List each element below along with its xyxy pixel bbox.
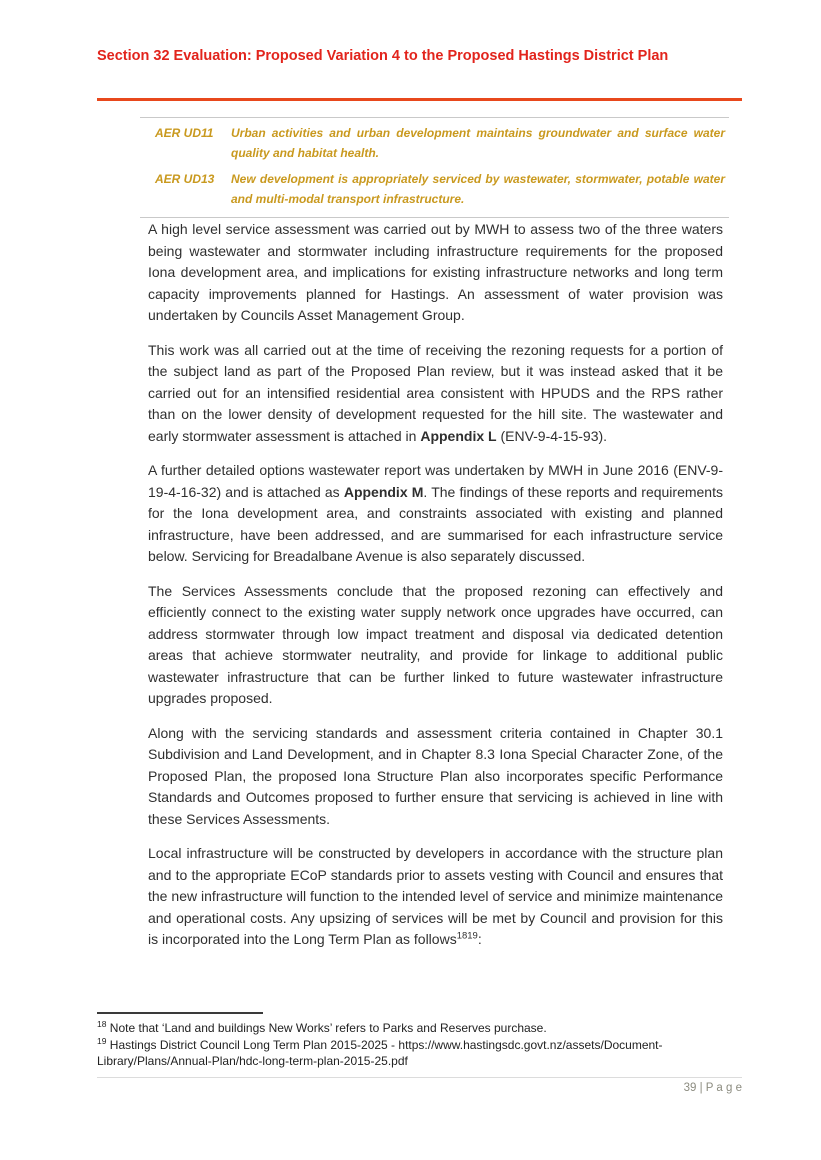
aer-row-text: New development is appropriately serviced by wastewater, stormwater, potable water and multi-modal transport infrastructure. xyxy=(231,172,725,206)
footnote-separator xyxy=(97,1012,263,1014)
footnote-text: Note that ‘Land and buildings New Works’ refers to Parks and Reserves purchase. xyxy=(106,1021,547,1035)
footnote-text: Hastings District Council Long Term Plan 2015-2025 - https://www.hastingsdc.govt.nz/assets/Document-Library/Plans/Annual-Plan/hdc-long-term-plan-2015-25.pdf xyxy=(97,1037,663,1068)
aer-row-label: AER UD11 xyxy=(155,126,214,140)
text-run: Along with the servicing standards and assessment criteria contained in Chapter 30.1 Subdivision and Land Development, and in Chapter 8.3 Iona Special Character Zone, of the Proposed Plan, the proposed Iona Structure Plan also incorporates specific Performance Standards and Outcomes proposed to further ensure that servicing is achieved in line with these Services Assessments. xyxy=(148,724,723,827)
body-paragraph xyxy=(148,219,723,327)
title-rule xyxy=(97,98,742,101)
footnotes xyxy=(97,1020,747,1070)
text-run: This work was all carried out at the time of receiving the rezoning requests for a portion of the subject land as part of the Proposed Plan review, but it was instead asked that it be carried out for an intensified residential area consistent with HPUDS and the RPS rather than on the lower density of development requested for the hill site. The wastewater and early stormwater assessment is attached in xyxy=(148,341,723,444)
page-number: 39 | P a g e xyxy=(683,1082,742,1094)
body-paragraph xyxy=(148,340,723,448)
footnote xyxy=(97,1020,747,1037)
body-paragraph xyxy=(148,843,723,951)
text-run: Local infrastructure will be constructed by developers in accordance with the structure plan and to the appropriate ECoP standards prior to assets vesting with Council and ensures that the new infrastructure will function to the intended level of service and minimize maintenance and operational costs. Any upsizing of services will be met by Council and provision for this is incorporated into the Long Term Plan as follows xyxy=(148,845,723,947)
bold-text: Appendix M xyxy=(343,483,424,500)
body-paragraph xyxy=(148,581,723,710)
aer-row-label: AER UD13 xyxy=(155,172,215,186)
bold-text: Appendix L xyxy=(420,427,497,444)
table-row xyxy=(140,169,729,209)
text-run: A high level service assessment was carried out by MWH to assess two of the three waters being wastewater and stormwater including infrastructure requirements for the proposed Iona development area, and implications for existing infrastructure networks and long term capacity improvements planned for Hastings. An assessment of water provision was undertaken by Councils Asset Management Group. xyxy=(148,221,723,323)
text-run: (ENV-9-4-15-93). xyxy=(496,427,608,444)
text-run: The Services Assessments conclude that the proposed rezoning can effectively and efficiently connect to the existing water supply network once upgrades have occurred, can address stormwater through low impact treatment and disposal via dedicated detention areas that achieve stormwater neutrality, and provide for linkage to additional public wastewater infrastructure that can be further linked to future wastewater infrastructure upgrades proposed. xyxy=(148,582,723,706)
body-paragraphs xyxy=(148,219,723,964)
text-run: . The findings of these reports and requirements for the Iona development area, and constraints associated with existing and planned infrastructure, have been addressed, and are summarised for each infrastructure service below. Servicing for Breadalbane Avenue is also separately discussed. xyxy=(148,483,723,564)
text-run: : xyxy=(477,931,482,947)
text-run: A further detailed options wastewater report was undertaken by MWH in June 2016 (ENV-9-19-4-16-32) and is attached as xyxy=(148,462,723,500)
table-row xyxy=(140,123,729,163)
aer-row-text: Urban activities and urban development maintains groundwater and surface water quality and habitat health. xyxy=(231,126,725,160)
body-paragraph xyxy=(148,723,723,831)
footer-divider xyxy=(97,1077,742,1078)
page-title: Section 32 Evaluation: Proposed Variation 4 to the Proposed Hastings District Plan xyxy=(97,48,669,64)
footnote-marker: 18 xyxy=(97,1019,107,1029)
body-paragraph xyxy=(148,460,723,568)
aer-objectives-table xyxy=(140,117,729,218)
footnote xyxy=(97,1037,747,1070)
footnote-reference: 1819 xyxy=(456,930,478,942)
footnote-marker: 19 xyxy=(97,1035,107,1046)
